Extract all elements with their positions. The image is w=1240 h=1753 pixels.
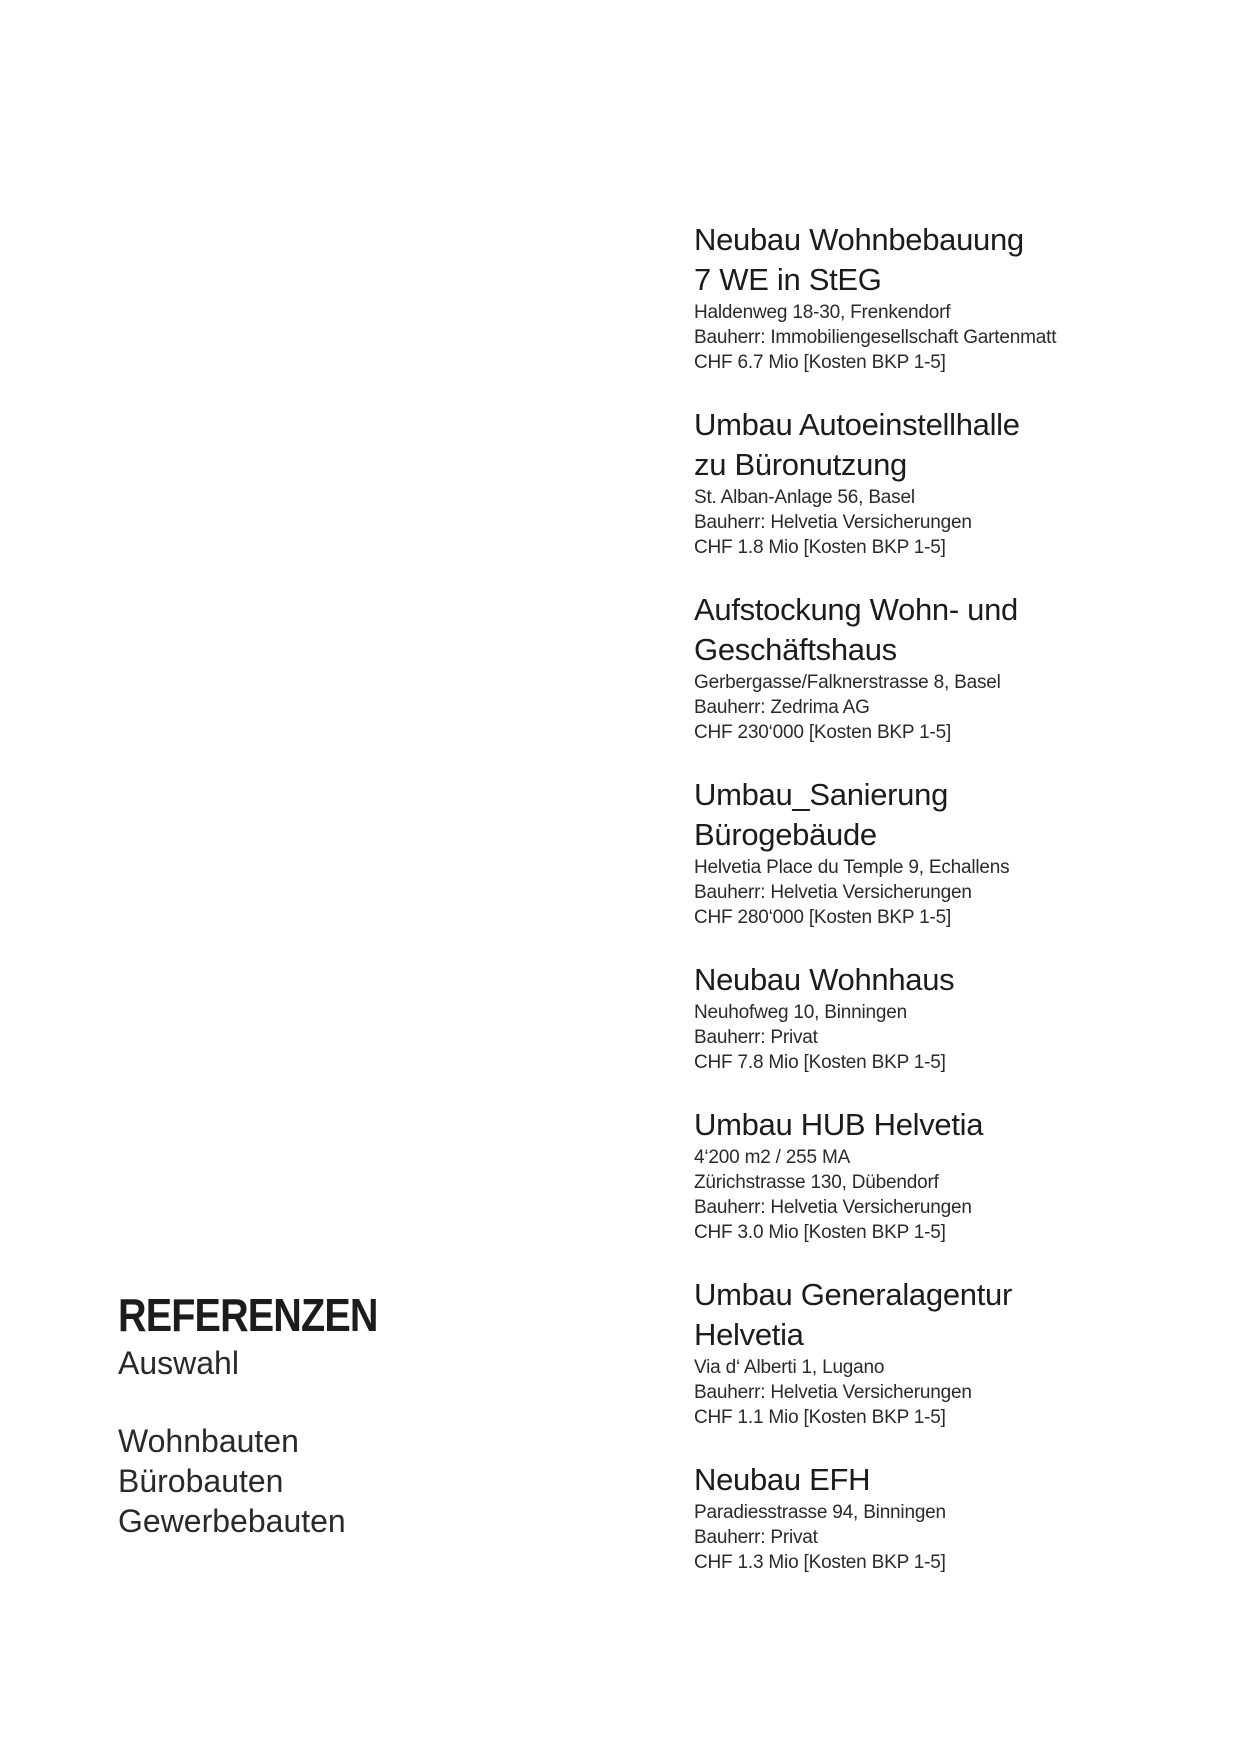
project-title: Umbau Generalagentur	[694, 1277, 1012, 1312]
project-title: Geschäftshaus	[694, 632, 897, 667]
project-address: Haldenweg 18-30, Frenkendorf	[694, 302, 951, 323]
project-client: Bauherr: Privat	[694, 1027, 818, 1048]
project-cost: CHF 230‘000 [Kosten BKP 1-5]	[694, 722, 952, 743]
project-client: Bauherr: Helvetia Versicherungen	[694, 512, 972, 533]
project-cost: CHF 1.8 Mio [Kosten BKP 1-5]	[694, 537, 946, 558]
project-entry	[694, 590, 1214, 745]
category-item: Wohnbauten	[118, 1423, 299, 1459]
project-address: Via d‘ Alberti 1, Lugano	[694, 1357, 885, 1378]
project-address: Zürichstrasse 130, Dübendorf	[694, 1172, 939, 1193]
page-heading: REFERENZEN	[118, 1289, 378, 1341]
project-title: zu Büronutzung	[694, 447, 907, 482]
project-entry	[694, 1105, 1214, 1245]
category-list	[118, 1421, 538, 1541]
project-title: Neubau EFH	[694, 1462, 871, 1497]
project-client: Bauherr: Zedrima AG	[694, 697, 870, 718]
project-cost: CHF 6.7 Mio [Kosten BKP 1-5]	[694, 352, 946, 373]
project-entry	[694, 1460, 1214, 1575]
project-entry	[694, 1275, 1214, 1430]
project-address: St. Alban-Anlage 56, Basel	[694, 487, 915, 508]
project-title: 7 WE in StEG	[694, 262, 882, 297]
project-address: Neuhofweg 10, Binningen	[694, 1002, 908, 1023]
project-entry	[694, 775, 1214, 930]
project-title: Helvetia	[694, 1317, 804, 1352]
project-entry	[694, 220, 1214, 375]
project-list	[694, 220, 1214, 1605]
category-item: Bürobauten	[118, 1463, 284, 1499]
project-area: 4‘200 m2 / 255 MA	[694, 1147, 851, 1168]
project-entry	[694, 960, 1214, 1075]
page-subheading: Auswahl	[118, 1345, 239, 1381]
project-address: Paradiesstrasse 94, Binningen	[694, 1502, 946, 1523]
project-client: Bauherr: Privat	[694, 1527, 818, 1548]
project-client: Bauherr: Helvetia Versicherungen	[694, 1197, 972, 1218]
project-client: Bauherr: Helvetia Versicherungen	[694, 882, 972, 903]
project-client: Bauherr: Helvetia Versicherungen	[694, 1382, 972, 1403]
project-title: Aufstockung Wohn- und	[694, 592, 1018, 627]
project-cost: CHF 280‘000 [Kosten BKP 1-5]	[694, 907, 952, 928]
project-title: Umbau_Sanierung	[694, 777, 949, 812]
project-cost: CHF 1.1 Mio [Kosten BKP 1-5]	[694, 1407, 946, 1428]
project-cost: CHF 3.0 Mio [Kosten BKP 1-5]	[694, 1222, 946, 1243]
project-title: Neubau Wohnhaus	[694, 962, 955, 997]
project-address: Helvetia Place du Temple 9, Echallens	[694, 857, 1010, 878]
references-intro	[118, 1290, 538, 1541]
project-title: Neubau Wohnbebauung	[694, 222, 1024, 257]
project-cost: CHF 7.8 Mio [Kosten BKP 1-5]	[694, 1052, 946, 1073]
project-client: Bauherr: Immobiliengesellschaft Gartenmatt	[694, 327, 1057, 348]
project-title: Bürogebäude	[694, 817, 877, 852]
project-address: Gerbergasse/Falknerstrasse 8, Basel	[694, 672, 1001, 693]
project-cost: CHF 1.3 Mio [Kosten BKP 1-5]	[694, 1552, 946, 1573]
project-entry	[694, 405, 1214, 560]
category-item: Gewerbebauten	[118, 1503, 346, 1539]
project-title: Umbau HUB Helvetia	[694, 1107, 984, 1142]
project-title: Umbau Autoeinstellhalle	[694, 407, 1020, 442]
